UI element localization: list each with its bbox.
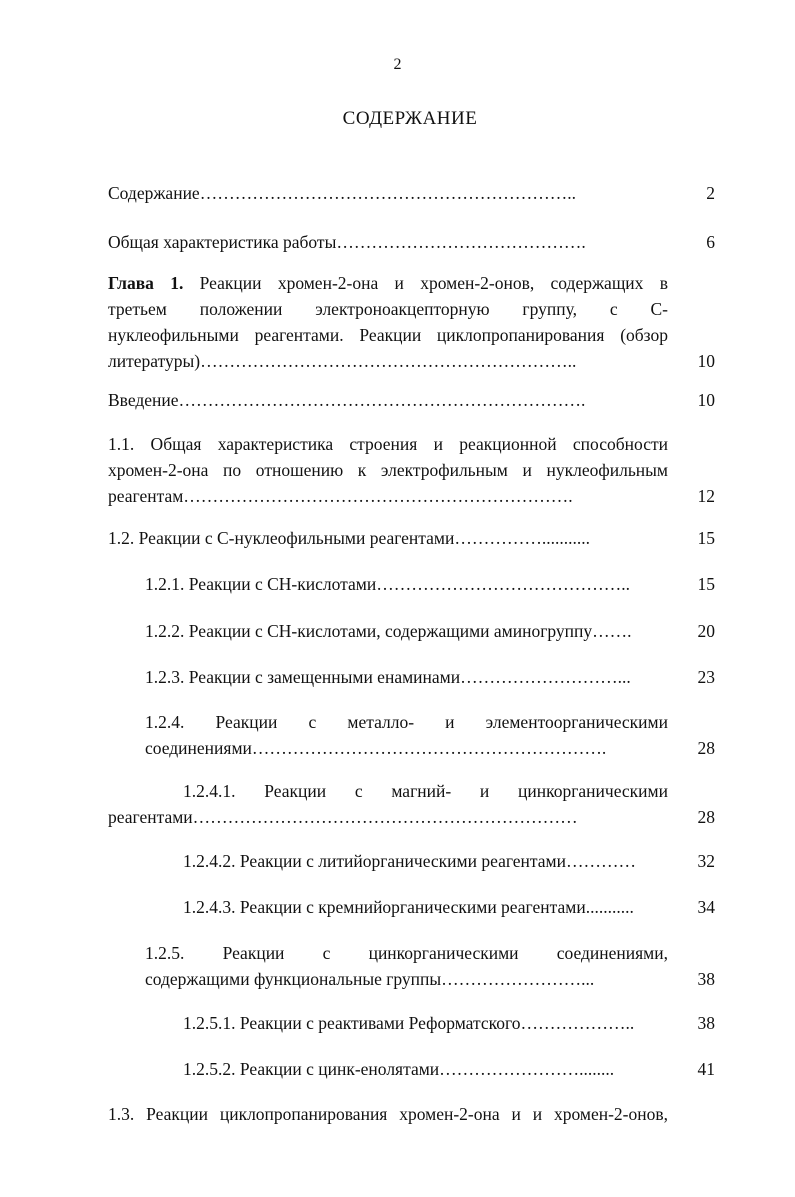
- toc-entry[interactable]: [108, 431, 715, 509]
- toc-entry-title: Содержание………………………………………………………..: [108, 183, 576, 203]
- page-title: СОДЕРЖАНИЕ: [342, 108, 478, 129]
- toc-entry[interactable]: [108, 387, 715, 413]
- toc-page-number: 12: [697, 486, 715, 506]
- toc-entry[interactable]: [183, 894, 715, 920]
- toc-entry-title: 1.2.4.3. Реакции с кремнийорганическими реагентами...........: [183, 897, 634, 917]
- toc-entry-title-line: 1.2.4. Реакции с металло- и элементоорганическими: [145, 712, 668, 732]
- toc-entry-title-line: 1.2.5. Реакции с цинкорганическими соединениями,: [145, 943, 668, 963]
- toc-entry[interactable]: [108, 1101, 715, 1127]
- toc-entry[interactable]: [108, 778, 715, 830]
- toc-page-number: 38: [697, 1013, 715, 1033]
- toc-entry-title: Введение…………………………………………………………….: [108, 390, 586, 410]
- toc-entry[interactable]: [183, 1056, 715, 1082]
- toc-entry-title-line: третьем положении электроноакцепторную группу, с С-: [108, 299, 668, 319]
- toc-entry-title-line: соединениями…………………………………………………….: [145, 738, 607, 758]
- toc-entry[interactable]: [108, 180, 715, 206]
- toc-page-number: 38: [697, 969, 715, 989]
- toc-page-number: 28: [697, 738, 715, 758]
- toc-entry-title: 1.2. Реакции с С-нуклеофильными реагентами……………...........: [108, 528, 590, 548]
- toc-page-number: 10: [697, 351, 715, 371]
- toc-page-number: 28: [697, 807, 715, 827]
- toc-entry-title: 1.2.2. Реакции с СН-кислотами, содержащими аминогруппу…….: [145, 621, 632, 641]
- toc-entry-title-line: реагентами…………………………………………………………: [108, 807, 578, 827]
- toc-page-number: 10: [697, 390, 715, 410]
- toc-entry[interactable]: [108, 525, 715, 551]
- toc-entry-chapter[interactable]: [108, 270, 715, 374]
- toc-entry-title: 1.2.1. Реакции с СН-кислотами……………………………………..: [145, 574, 630, 594]
- toc-entry[interactable]: [145, 571, 715, 597]
- toc-page-number: 23: [697, 667, 715, 687]
- toc-entry-title-line: хромен-2-она по отношению к электрофильным и нуклеофильным: [108, 460, 668, 480]
- toc-page-number: 34: [697, 897, 715, 917]
- toc-entry-title-line: нуклеофильными реагентами. Реакции циклопропанирования (обзор: [108, 325, 668, 345]
- toc-entry-title-line: 1.1. Общая характеристика строения и реакционной способности: [108, 434, 668, 454]
- toc-entry[interactable]: [183, 1010, 715, 1036]
- toc-entry-title-line: 1.2.4.1. Реакции с магний- и цинкорганическими: [183, 781, 668, 801]
- toc-entry-title: 1.2.5.2. Реакции с цинк-енолятами……………………........: [183, 1059, 615, 1079]
- toc-entry[interactable]: [108, 229, 715, 255]
- toc-page-number: 2: [706, 183, 715, 203]
- toc-entry-title: 1.2.3. Реакции с замещенными енаминами………………………...: [145, 667, 631, 687]
- toc-entry-title-line: содержащими функциональные группы……………………...: [145, 969, 595, 989]
- toc-entry-title: Общая характеристика работы…………………………………….: [108, 232, 586, 252]
- toc-entry[interactable]: [145, 940, 715, 992]
- toc-page-number: 6: [706, 232, 715, 252]
- page-number: 2: [393, 56, 402, 73]
- toc-page-number: 20: [697, 621, 715, 641]
- toc-entry-title: 1.2.5.1. Реакции с реактивами Реформатского………………..: [183, 1013, 635, 1033]
- toc-page-number: 15: [697, 574, 715, 594]
- toc-entry[interactable]: [145, 664, 715, 690]
- toc-page-number: 32: [697, 851, 715, 871]
- toc-entry-title: 1.2.4.2. Реакции с литийорганическими реагентами…………: [183, 851, 636, 871]
- chapter-label: Глава 1.: [108, 273, 184, 293]
- toc-page-number: 15: [697, 528, 715, 548]
- toc-entry-title-line: 1.3. Реакции циклопропанирования хромен-2-она и и хромен-2-онов,: [108, 1104, 668, 1124]
- toc-page-number: 41: [697, 1059, 715, 1079]
- toc-entry[interactable]: [145, 709, 715, 761]
- toc-entry-title-line: реагентам………………………………………………………….: [108, 486, 573, 506]
- toc-entry[interactable]: [145, 618, 715, 644]
- toc-entry[interactable]: [183, 848, 715, 874]
- toc-entry-title-line: литературы)………………………………………………………..: [108, 351, 577, 371]
- toc-entry-title-line: Глава 1. Реакции хромен-2-она и хромен-2-онов, содержащих в: [108, 273, 668, 293]
